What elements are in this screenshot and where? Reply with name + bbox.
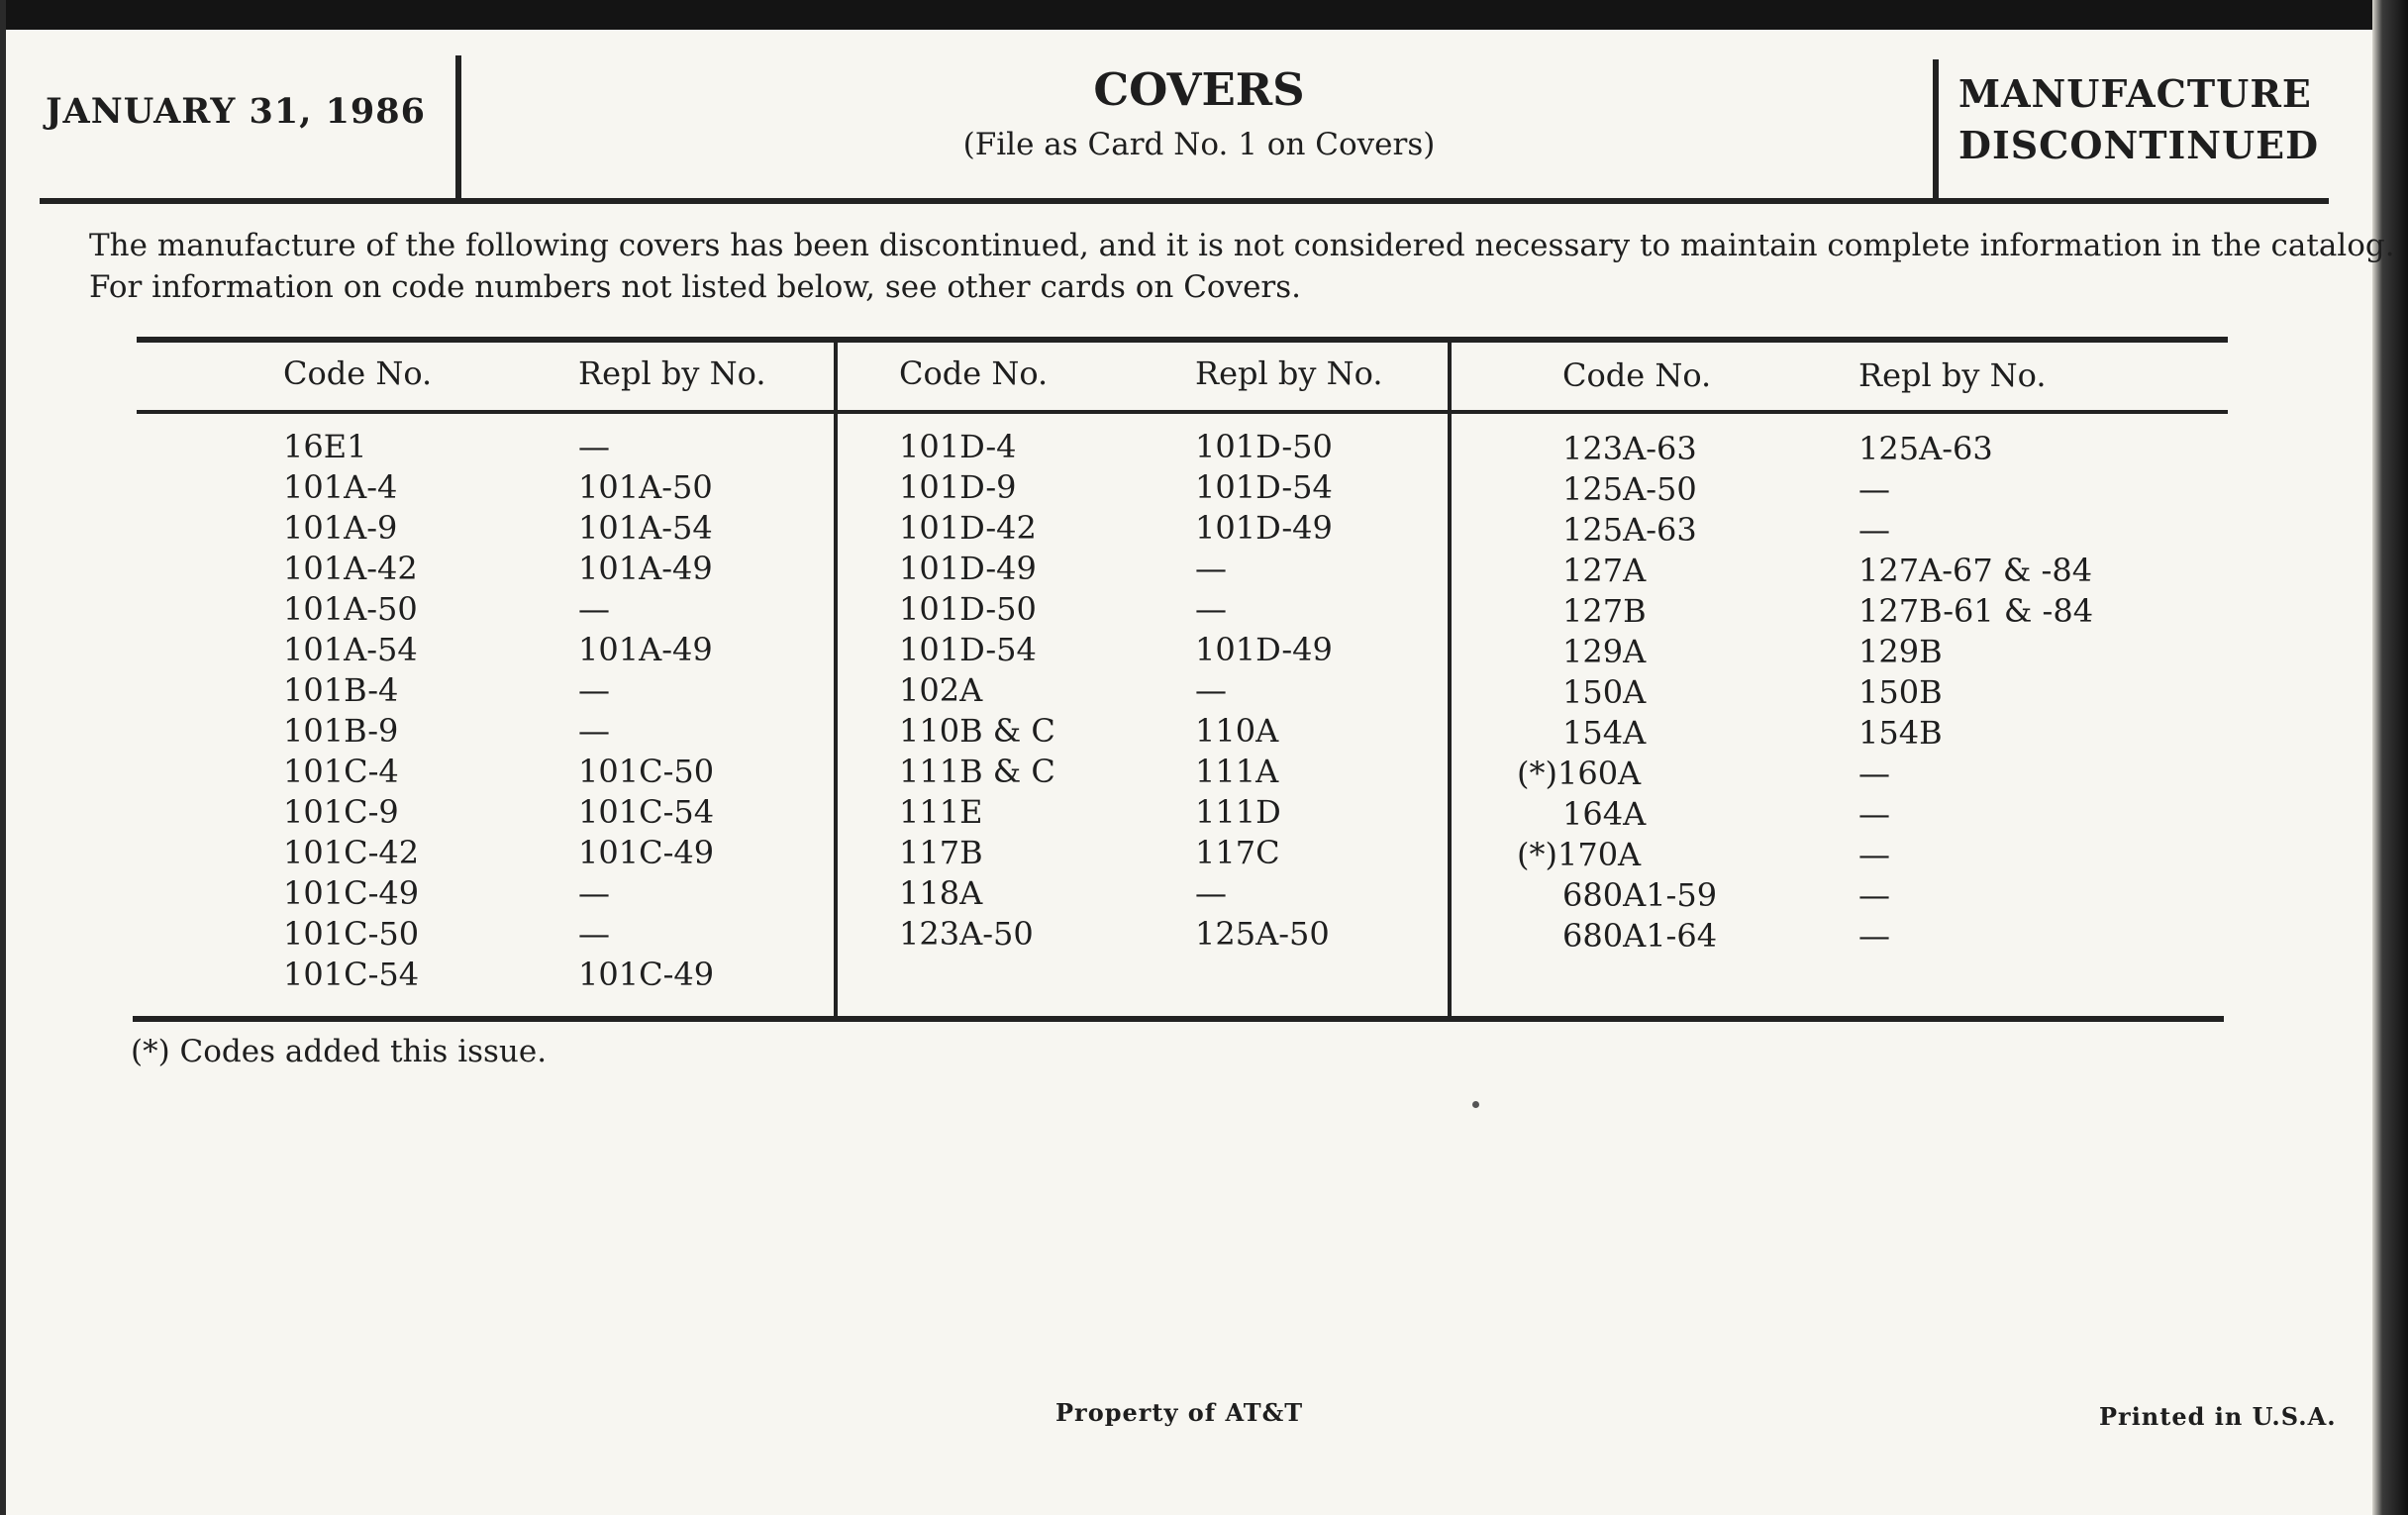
table-row-repl: 101D-50 [1195, 428, 1333, 465]
col-1-repl-header: Repl by No. [578, 354, 766, 392]
col-3-code-header: Code No. [1562, 356, 1712, 394]
table-row-code: 101B-9 [283, 712, 399, 750]
table-row-repl: — [578, 712, 610, 750]
table-row-repl: 125A-50 [1195, 915, 1330, 953]
col-2-repl-header: Repl by No. [1195, 354, 1383, 392]
table-row-code: 127B [1562, 592, 1647, 630]
table-row-code: 101A-50 [283, 590, 418, 628]
table-row-code: 101D-50 [899, 590, 1037, 628]
column-divider-2 [1448, 341, 1452, 1018]
table-row-code: 101C-4 [283, 753, 399, 790]
printed-notice: Printed in U.S.A. [2099, 1402, 2337, 1431]
table-row-repl: — [1195, 550, 1227, 587]
status-line-2: DISCONTINUED [1958, 123, 2320, 167]
table-row-repl: — [578, 874, 610, 912]
table-row-code: (*)160A [1517, 755, 1642, 792]
table-row-code: 16E1 [283, 428, 367, 465]
table-row-repl: 101D-49 [1195, 631, 1333, 668]
table-row-code: 111B & C [899, 753, 1055, 790]
table-row-code: 101D-4 [899, 428, 1017, 465]
table-row-repl: 101A-54 [578, 509, 713, 547]
property-notice: Property of AT&T [1055, 1398, 1304, 1427]
table-top-rule [137, 337, 2228, 343]
table-row-repl: — [1858, 876, 1890, 914]
table-row-code: 101A-54 [283, 631, 418, 668]
table-row-code: 101D-9 [899, 468, 1017, 506]
page-subtitle: (File as Card No. 1 on Covers) [962, 127, 1436, 162]
table-row-repl: — [1858, 917, 1890, 955]
col-3-repl-header: Repl by No. [1858, 356, 2047, 394]
table-row-repl: 111A [1195, 753, 1279, 790]
table-row-code: 118A [899, 874, 983, 912]
table-row-repl: — [578, 915, 610, 953]
table-row-code: 123A-63 [1562, 430, 1697, 467]
scan-speck [1472, 1101, 1479, 1108]
table-row-code: 150A [1562, 673, 1647, 711]
table-row-code: 101D-49 [899, 550, 1037, 587]
table-row-code: 101D-54 [899, 631, 1037, 668]
table-row-repl: 101D-49 [1195, 509, 1333, 547]
table-row-repl: — [578, 671, 610, 709]
table-row-repl: — [1858, 470, 1890, 508]
table-row-repl: 117C [1195, 834, 1280, 871]
table-row-code: 101C-50 [283, 915, 420, 953]
table-row-code: 117B [899, 834, 983, 871]
table-header-rule [137, 410, 2228, 414]
table-row-code: 101C-9 [283, 793, 399, 831]
table-row-repl: 129B [1858, 633, 1943, 670]
col-1-code-header: Code No. [283, 354, 433, 392]
table-row-code: 680A1-59 [1562, 876, 1718, 914]
table-row-code: 101C-42 [283, 834, 420, 871]
table-row-code: 101A-42 [283, 550, 418, 587]
table-row-repl: — [1195, 671, 1227, 709]
table-row-repl: 127A-67 & -84 [1858, 552, 2093, 589]
table-row-code: 101C-49 [283, 874, 420, 912]
table-row-code: 101D-42 [899, 509, 1037, 547]
scan-edge-top [0, 0, 2408, 30]
scan-edge-left [0, 0, 6, 1515]
table-row-repl: 101A-49 [578, 631, 713, 668]
header-divider-right [1933, 59, 1939, 200]
table-row-repl: 101D-54 [1195, 468, 1333, 506]
table-row-code: 125A-50 [1562, 470, 1697, 508]
table-row-repl: 101C-49 [578, 834, 715, 871]
table-row-code: 101B-4 [283, 671, 399, 709]
table-row-repl: 101A-49 [578, 550, 713, 587]
table-row-code: 123A-50 [899, 915, 1034, 953]
table-row-repl: 110A [1195, 712, 1279, 750]
table-row-repl: — [578, 428, 610, 465]
table-row-repl: — [1858, 836, 1890, 873]
intro-line-1: The manufacture of the following covers has been discontinued, and it is not considered necessary to maintain complete information in the catalog. [89, 228, 2395, 263]
table-row-code: 111E [899, 793, 983, 831]
intro-line-2: For information on code numbers not listed below, see other cards on Covers. [89, 269, 1302, 305]
table-bottom-rule [133, 1016, 2224, 1022]
table-row-repl: — [1858, 755, 1890, 792]
page-title: COVERS [1093, 63, 1305, 116]
table-row-repl: 101C-50 [578, 753, 715, 790]
col-2-code-header: Code No. [899, 354, 1049, 392]
table-row-code: 101A-4 [283, 468, 398, 506]
table-row-repl: — [1858, 795, 1890, 833]
table-row-code: 154A [1562, 714, 1647, 752]
table-row-repl: — [1195, 874, 1227, 912]
table-row-repl: 154B [1858, 714, 1943, 752]
table-row-code: 680A1-64 [1562, 917, 1718, 955]
table-row-repl: — [1858, 511, 1890, 549]
table-row-code: 102A [899, 671, 983, 709]
table-row-repl: 111D [1195, 793, 1281, 831]
table-row-repl: — [578, 590, 610, 628]
table-row-code: 101A-9 [283, 509, 398, 547]
table-row-code: (*)170A [1517, 836, 1642, 873]
status-line-1: MANUFACTURE [1958, 71, 2312, 116]
table-row-code: 110B & C [899, 712, 1055, 750]
table-row-code: 125A-63 [1562, 511, 1697, 549]
table-row-repl: 150B [1858, 673, 1943, 711]
table-row-repl: 101A-50 [578, 468, 713, 506]
table-row-repl: — [1195, 590, 1227, 628]
table-row-code: 101C-54 [283, 956, 420, 993]
table-row-repl: 101C-54 [578, 793, 715, 831]
table-row-repl: 127B-61 & -84 [1858, 592, 2094, 630]
footnote: (*) Codes added this issue. [131, 1034, 548, 1069]
table-row-code: 164A [1562, 795, 1647, 833]
table-row-code: 127A [1562, 552, 1647, 589]
card-date: JANUARY 31, 1986 [46, 91, 426, 132]
table-row-code: 129A [1562, 633, 1647, 670]
column-divider-1 [834, 341, 838, 1018]
table-row-repl: 125A-63 [1858, 430, 1993, 467]
table-row-repl: 101C-49 [578, 956, 715, 993]
header-rule [40, 198, 2329, 204]
